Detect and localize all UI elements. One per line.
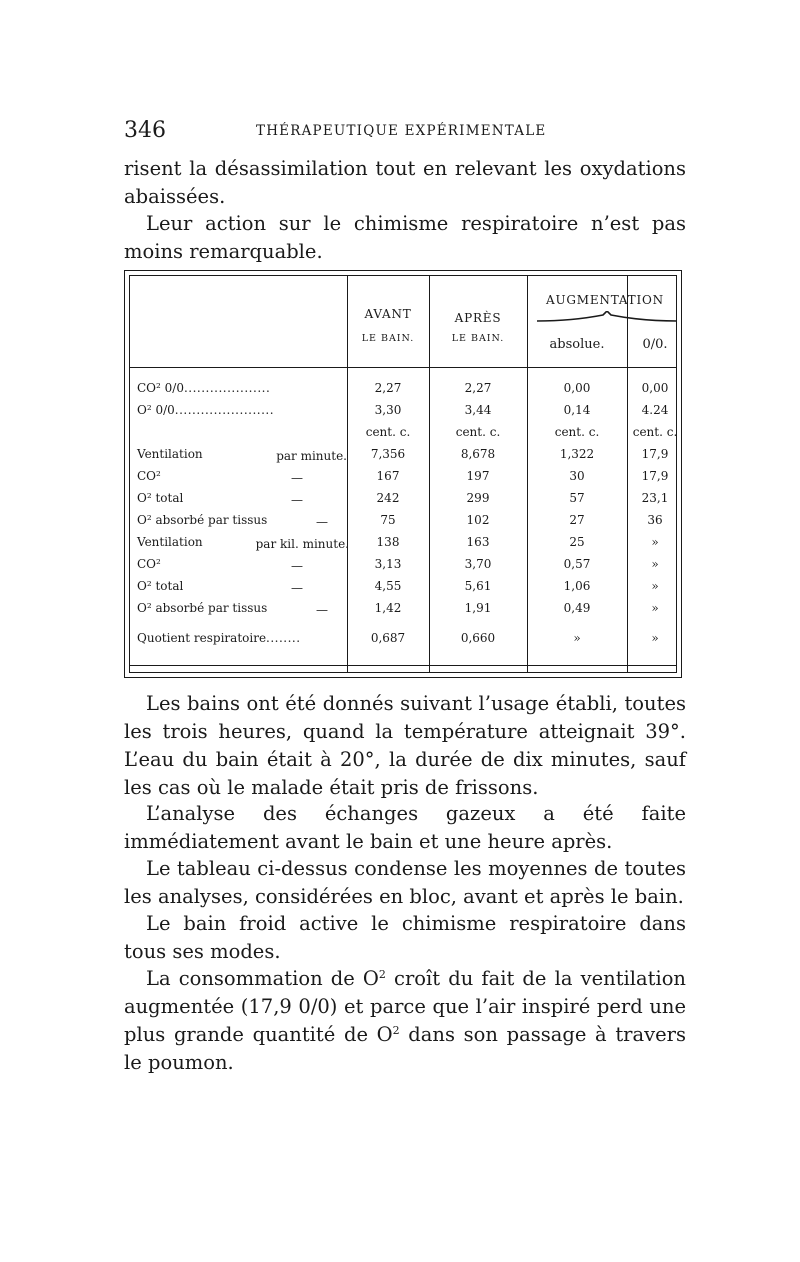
cell-absolue: 57 — [569, 491, 585, 505]
cell-absolue: 0,14 — [563, 403, 591, 417]
cell-apres: cent. c. — [455, 425, 501, 439]
cell-pct: cent. c. — [632, 425, 678, 439]
row-label: O² absorbé par tissus — [137, 513, 268, 527]
row-unit: — — [316, 603, 328, 617]
leader-dots: ....................... — [174, 403, 275, 417]
table-row — [125, 401, 681, 423]
cell-avant: 3,13 — [374, 557, 402, 571]
cell-pct: 4.24 — [641, 403, 669, 417]
row-label: CO² 0/0 — [137, 381, 184, 395]
cell-apres: 299 — [466, 491, 490, 505]
body-paragraph-3: Le tableau ci-dessus condense les moyennes de toutes les analyses, considérées en bloc, avant et après le bain. — [124, 857, 686, 908]
cell-avant: 7,356 — [370, 447, 406, 461]
cell-apres: 3,44 — [464, 403, 492, 417]
table-row — [125, 599, 681, 621]
row-label: CO² — [137, 469, 161, 483]
row-label: Quotient respiratoire — [137, 631, 267, 645]
brace-decoration — [537, 311, 677, 325]
table-row — [125, 555, 681, 577]
cell-apres: 5,61 — [464, 579, 492, 593]
intro-paragraph-1: risent la désassimilation tout en relevant les oxydations abaissées. — [124, 157, 686, 208]
superscript: 2 — [392, 1024, 400, 1037]
cell-avant: 242 — [376, 491, 400, 505]
row-unit: — — [291, 559, 303, 573]
leader-dots: .................... — [183, 381, 271, 395]
body-paragraph-2: L’analyse des échanges gazeux a été faite immédiatement avant le bain et une heure après. — [124, 802, 686, 853]
cell-apres: 102 — [466, 513, 490, 527]
row-label: CO² — [137, 557, 161, 571]
cell-absolue: 1,06 — [563, 579, 591, 593]
row-unit: — — [316, 515, 328, 529]
cell-absolue: 1,322 — [559, 447, 595, 461]
row-label: Ventilation — [137, 447, 203, 461]
cell-pct: 36 — [647, 513, 663, 527]
cell-avant: 3,30 — [374, 403, 402, 417]
cell-pct: » — [651, 631, 659, 645]
cell-avant: 75 — [380, 513, 396, 527]
cell-pct: 0,00 — [641, 381, 669, 395]
table-row — [125, 467, 681, 489]
table-row — [125, 533, 681, 555]
data-table — [124, 270, 682, 678]
cell-pct: » — [651, 601, 659, 615]
row-unit: — — [291, 493, 303, 507]
cell-apres: 3,70 — [464, 557, 492, 571]
cell-apres: 0,660 — [460, 631, 496, 645]
row-unit: par minute. — [276, 449, 347, 463]
cell-pct: » — [651, 535, 659, 549]
table-row — [125, 423, 681, 445]
cell-apres: 1,91 — [464, 601, 492, 615]
text-run: dans son passage à travers le poumon. — [124, 1023, 686, 1074]
table-row — [125, 577, 681, 599]
row-label: O² total — [137, 491, 184, 505]
cell-absolue: 27 — [569, 513, 585, 527]
body-paragraph-4: Le bain froid active le chimisme respiratoire dans tous ses modes. — [124, 912, 686, 963]
table-row — [125, 489, 681, 511]
cell-pct: » — [651, 557, 659, 571]
row-unit: — — [291, 471, 303, 485]
header-absolue: absolue. — [549, 337, 605, 352]
row-unit: par kil. minute. — [255, 537, 349, 551]
text-run: La consommation de O — [146, 967, 379, 990]
body-paragraph-1: Les bains ont été donnés suivant l’usage établi, toutes les trois heures, quand la température atteignait 39°. L’eau du bain était à 20°, la durée de dix minutes, sauf les cas où le malade était pris de frissons. — [124, 692, 686, 799]
header-augmentation: AUGMENTATION — [546, 293, 664, 307]
running-title: THÉRAPEUTIQUE EXPÉRIMENTALE — [256, 123, 547, 139]
cell-avant: 1,42 — [374, 601, 402, 615]
header-pct: 0/0. — [642, 337, 668, 352]
cell-absolue: 0,49 — [563, 601, 591, 615]
cell-avant: 167 — [376, 469, 400, 483]
header-apres: APRÈS — [454, 311, 502, 325]
cell-pct: 17,9 — [641, 469, 669, 483]
table-row — [125, 379, 681, 401]
row-label: O² absorbé par tissus — [137, 601, 268, 615]
page-number: 346 — [124, 118, 166, 143]
cell-pct: 23,1 — [641, 491, 669, 505]
cell-absolue: 0,57 — [563, 557, 591, 571]
cell-apres: 197 — [466, 469, 490, 483]
row-label: O² 0/0 — [137, 403, 175, 417]
intro-paragraph-2: Leur action sur le chimisme respiratoire n’est pas moins remarquable. — [124, 212, 686, 263]
text-run: croît du fait de la ventilation augmentée (17,9 0/0) et parce que l’air inspiré perd une plus grande quantité de O — [124, 967, 686, 1046]
table-row — [125, 445, 681, 467]
row-label: O² total — [137, 579, 184, 593]
cell-pct: » — [651, 579, 659, 593]
cell-absolue: » — [573, 631, 581, 645]
cell-apres: 8,678 — [460, 447, 496, 461]
cell-apres: 163 — [466, 535, 490, 549]
row-unit: — — [291, 581, 303, 595]
leader-dots: ........ — [266, 631, 301, 645]
row-label: Ventilation — [137, 535, 203, 549]
table-row — [125, 511, 681, 533]
header-avant: AVANT — [364, 307, 412, 321]
cell-avant: 0,687 — [370, 631, 406, 645]
superscript: 2 — [378, 968, 386, 981]
cell-absolue: 25 — [569, 535, 585, 549]
cell-avant: 4,55 — [374, 579, 402, 593]
cell-apres: 2,27 — [464, 381, 492, 395]
body-paragraph-5 — [124, 965, 686, 1077]
header-apres-sub: LE BAIN. — [451, 333, 505, 344]
cell-pct: 17,9 — [641, 447, 669, 461]
running-header — [124, 118, 686, 148]
header-avant-sub: LE BAIN. — [361, 333, 415, 344]
cell-absolue: 30 — [569, 469, 585, 483]
cell-avant: 138 — [376, 535, 400, 549]
cell-avant: cent. c. — [365, 425, 411, 439]
cell-absolue: cent. c. — [554, 425, 600, 439]
cell-avant: 2,27 — [374, 381, 402, 395]
cell-absolue: 0,00 — [563, 381, 591, 395]
table-row — [125, 629, 681, 651]
